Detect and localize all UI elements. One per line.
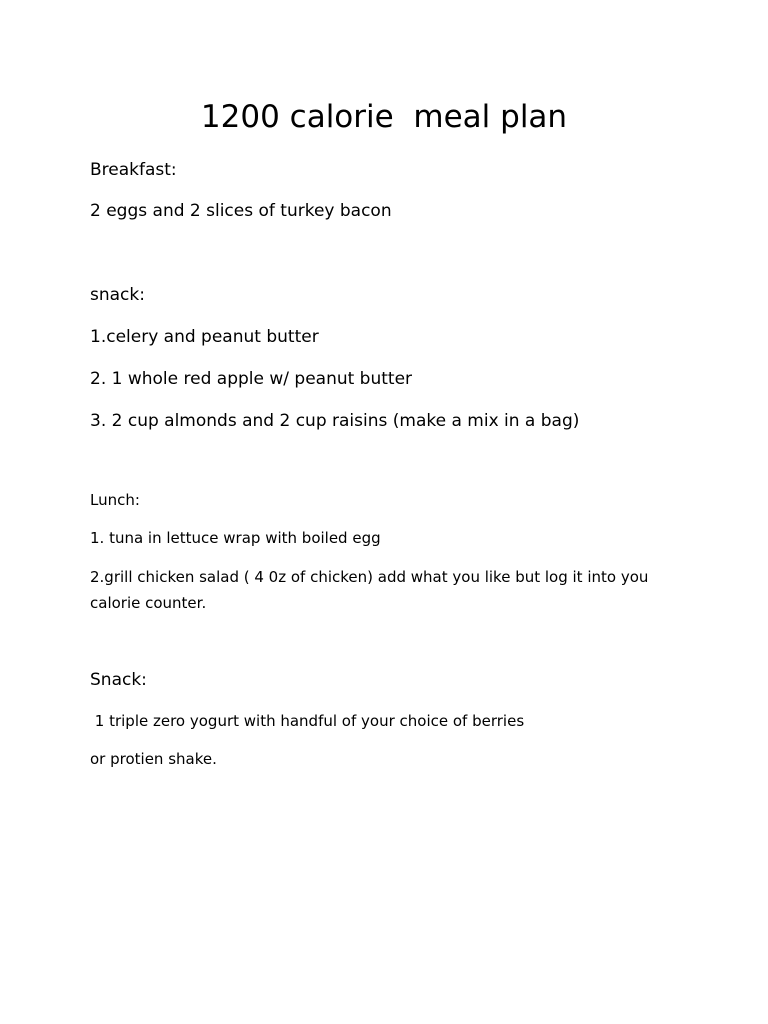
snack-heading: snack: [90, 285, 145, 305]
snack-heading: Snack: [90, 670, 147, 690]
lunch-heading: Lunch: [90, 491, 140, 509]
snack-item: 1.celery and peanut butter [90, 327, 319, 347]
snack-item: or protien shake. [90, 750, 217, 768]
snack-item: 2. 1 whole red apple w/ peanut butter [90, 369, 413, 389]
breakfast-item: 2 eggs and 2 slices of turkey bacon [90, 201, 392, 221]
snack-item: 1 triple zero yogurt with handful of your choice of berries [90, 712, 525, 730]
breakfast-heading: Breakfast: [90, 160, 177, 180]
page-title: 1200 calorie meal plan [200, 99, 568, 135]
lunch-item: 1. tuna in lettuce wrap with boiled egg [90, 529, 381, 547]
snack-item: 3. 2 cup almonds and 2 cup raisins (make a mix in a bag) [90, 411, 580, 431]
lunch-item: 2.grill chicken salad ( 4 0z of chicken) add what you like but log it into you calorie counter. [90, 568, 649, 612]
